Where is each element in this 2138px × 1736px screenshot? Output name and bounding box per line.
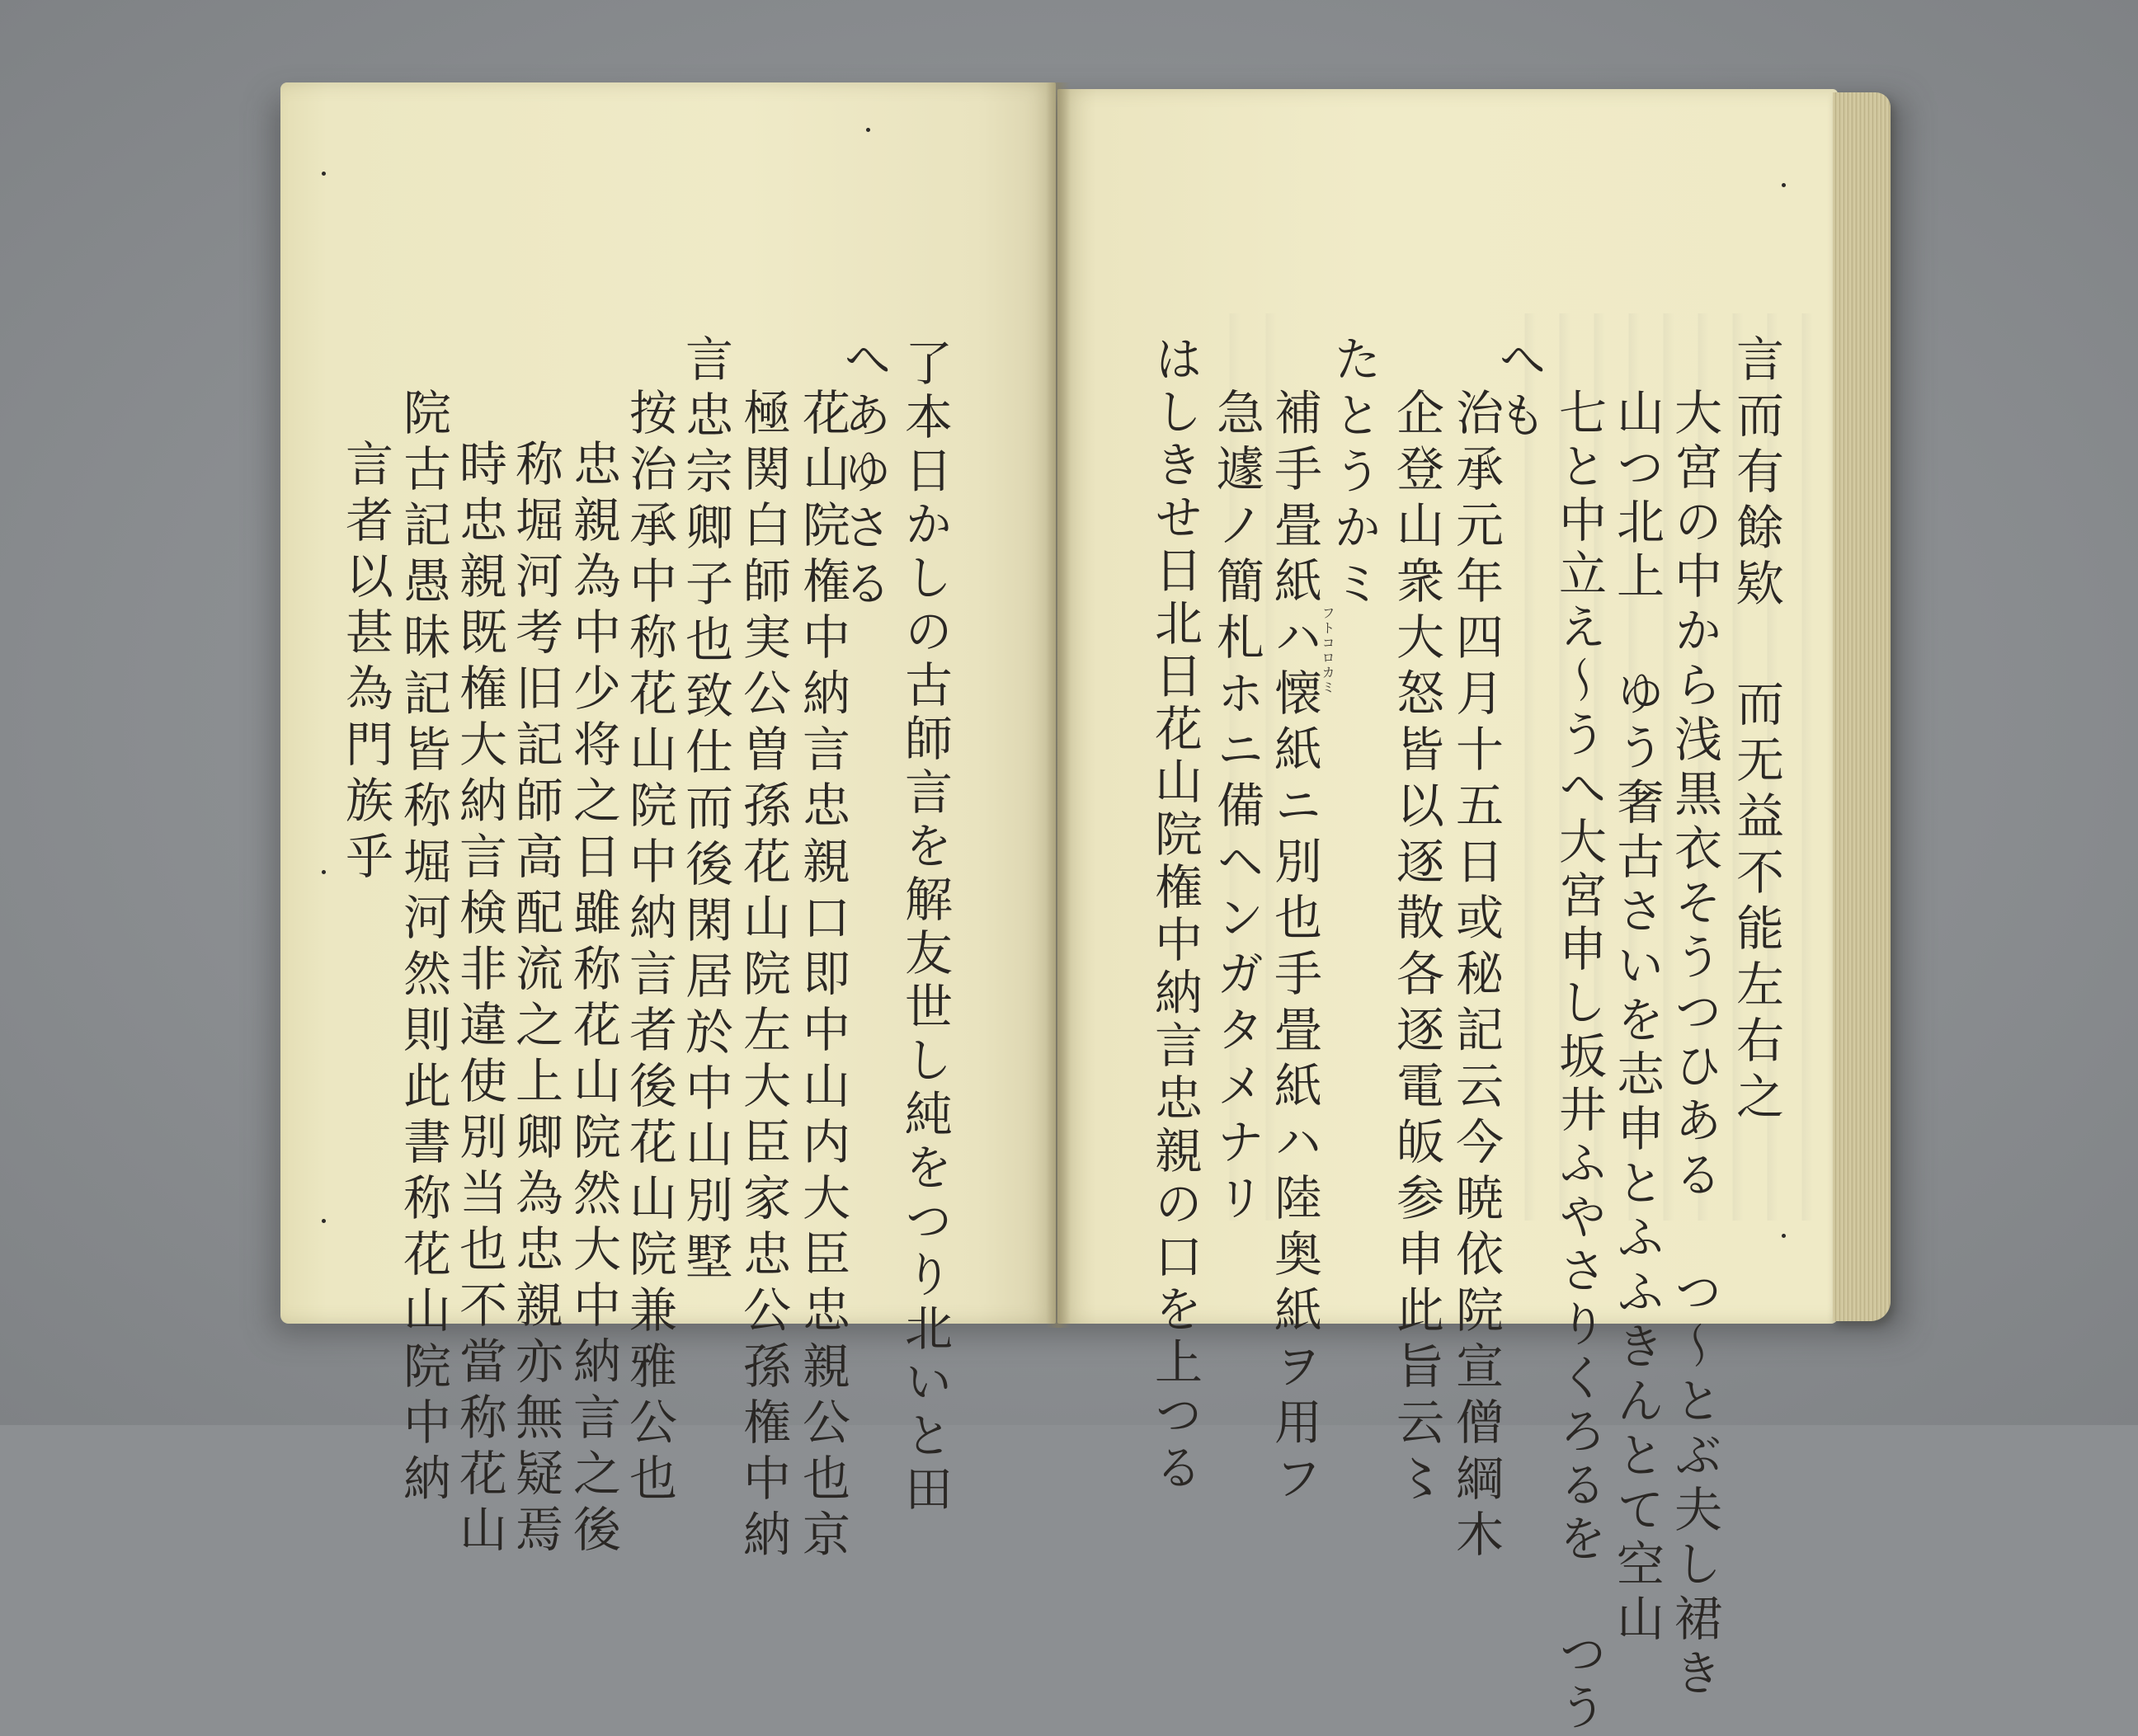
right-page-column-7: 企登山衆大怒皆以逐散各逐電皈参申此旨云〻 bbox=[1388, 388, 1444, 1509]
binding-mark bbox=[866, 128, 870, 132]
right-page-column-4: 七と中立え〜うへ大宮申し坂井ふやさりくろるを つう bbox=[1551, 388, 1607, 1736]
left-page-column-8: 称堀河考旧記師高配流之上卿為忠親亦無疑焉 bbox=[507, 439, 563, 1560]
right-page-column-8: たとうかミ bbox=[1326, 334, 1382, 614]
binding-mark bbox=[1782, 1234, 1786, 1238]
left-page-column-7: 忠親為中少将之日雖称花山院然大中納言之後 bbox=[565, 439, 621, 1560]
left-page-column-4: 極関白師実公曽孫花山院左大臣家忠公孫権中納 bbox=[735, 388, 791, 1565]
left-page-column-3: 花山院権中納言忠親口即中山内大臣忠親公也京 bbox=[794, 388, 850, 1565]
right-page-column-11: はしきせ日北日花山院権中納言忠親の口を上つる bbox=[1147, 334, 1203, 1495]
binding-mark bbox=[322, 870, 326, 874]
left-page-column-1: 了本日かしの古師言を解友世し純をつり北いと田 bbox=[897, 338, 953, 1517]
left-page-column-10: 院古記愚昧記皆称堀河然則此書称花山院中納 bbox=[395, 388, 451, 1509]
right-page-column-3: 山つ北上 ゆう奢古さいを志申とふふきんとて空山 bbox=[1608, 388, 1665, 1648]
left-page-column-6: 按治承中称花山院中納言者後花山院兼雅公也 bbox=[621, 388, 677, 1509]
page-edges bbox=[1833, 92, 1891, 1321]
binding-mark bbox=[1782, 183, 1786, 187]
left-page-column-2: へあゆさる bbox=[836, 334, 892, 614]
book-gutter bbox=[1046, 82, 1071, 1328]
left-page-column-5: 言忠宗卿子也致仕而後閑居於中山別墅 bbox=[677, 334, 733, 1287]
right-page-ruby-annotation: フトコロカミ bbox=[1320, 606, 1335, 695]
left-page-column-9: 時忠親既権大納言検非違使別当也不當称花山 bbox=[451, 439, 507, 1560]
right-page-column-1: 言而有餘欵 而无益不能左右之 bbox=[1728, 334, 1784, 1127]
binding-mark bbox=[322, 172, 326, 176]
right-page-column-9: 補手畳紙ハ懐紙ニ別也手畳紙ハ陸奥紙ヲ用フ bbox=[1266, 388, 1322, 1509]
binding-mark bbox=[322, 1219, 326, 1223]
right-page-column-10: 急遽ノ簡札ホニ備ヘンガタメナリ bbox=[1208, 388, 1264, 1229]
right-page-column-5: へも bbox=[1490, 334, 1547, 446]
right-page-column-2: 大宮の中から浅黒衣そうつひある つ〜とぶ夫し裙き bbox=[1666, 388, 1722, 1702]
right-page-column-6: 治承元年四月十五日或秘記云今暁依院宣僧綱木 bbox=[1448, 388, 1504, 1565]
left-page-column-11: 言者以甚為門族乎 bbox=[337, 439, 393, 887]
